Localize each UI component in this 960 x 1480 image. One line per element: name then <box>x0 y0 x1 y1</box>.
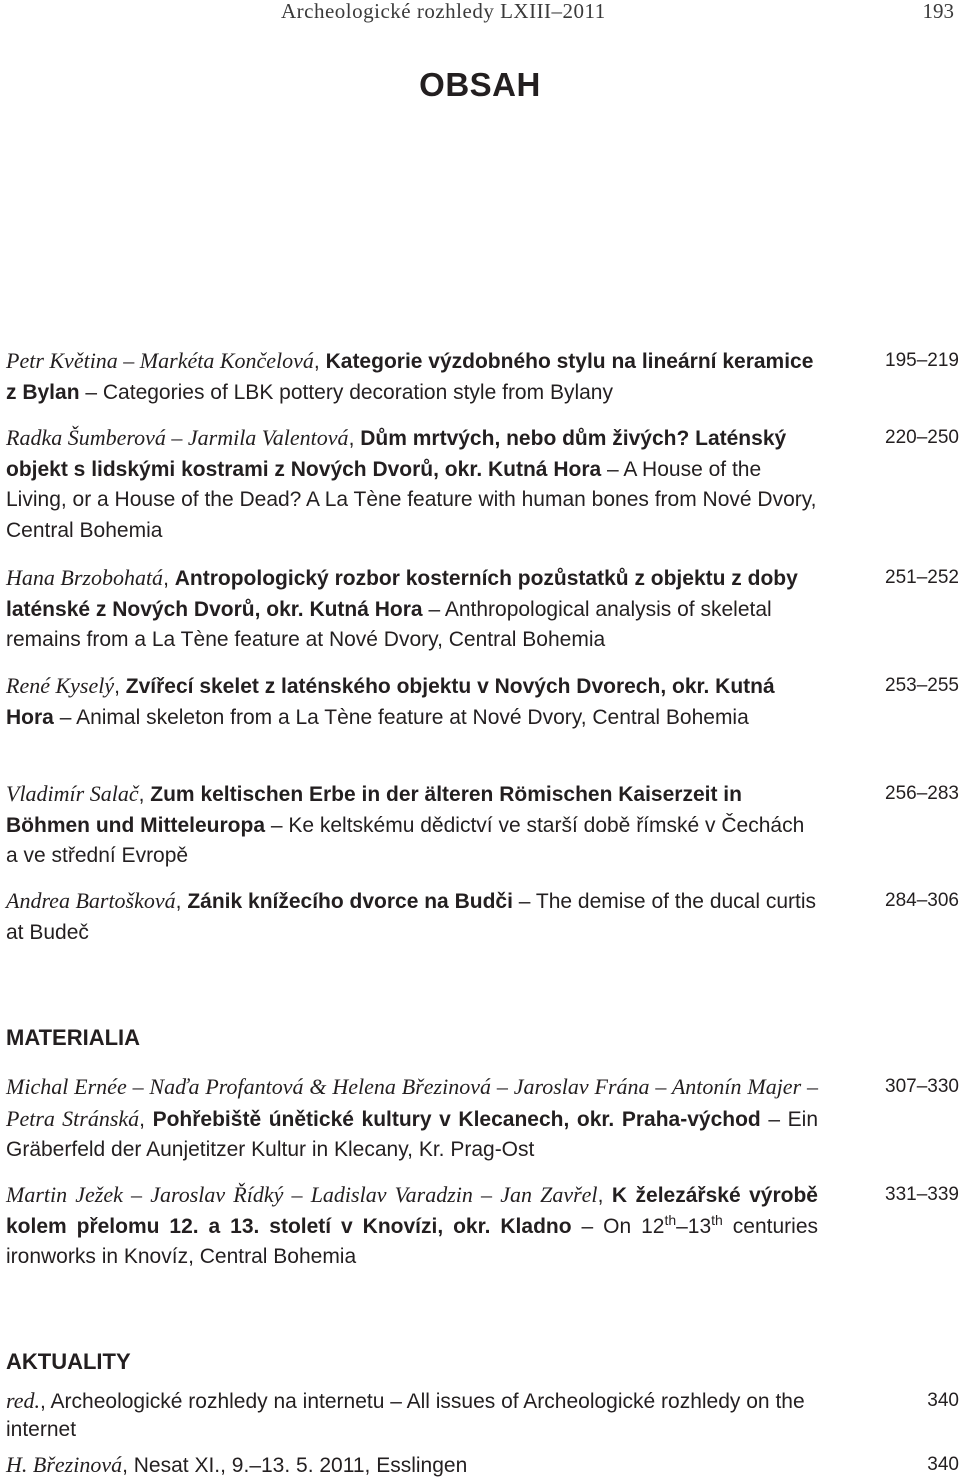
entry-text: Martin Ježek – Jaroslav Řídký – Ladislav Varadzin – Jan Zavřel, K železářské výrobě kolem přelomu 12. a 13. století v Knovízi, okr. Kladno – On 12th–13th centuries ironworks in Knovíz, Central Bohemia <box>6 1182 819 1268</box>
entry-dash: – <box>571 1214 604 1238</box>
entry-author: H. Březinová <box>6 1452 123 1477</box>
entry-pages: 284–306 <box>885 890 959 911</box>
entry-title-cz: Zánik knížecího dvorce na Budči <box>187 890 513 913</box>
entry-title-en-part: –13 <box>676 1214 712 1238</box>
entry-title-cz: Kategorie výzdobného stylu na lineární keramice z Bylan <box>6 350 814 404</box>
entry-title-en: A House of the Living, or a House of the Dead? A La Tène feature with human bones from Nové Dvory, Central Bohemia <box>6 457 817 542</box>
entry-title-cz: Antropologický rozbor kosterních pozůstatků z objektu z doby laténské z Nových Dvorů, okr. Kutná Hora <box>6 567 798 621</box>
toc-entry[interactable] <box>6 423 960 546</box>
entry-title-cz: Zum keltischen Erbe in der älteren Römischen Kaiserzeit in Böhmen und Mitteleuropa <box>6 783 742 837</box>
entry-title-en: Ein Gräberfeld der Aunjetitzer Kultur in Klecany, Kr. Prag-Ost <box>6 1107 818 1161</box>
entry-title-en: Anthropological analysis of skeletal remains from a La Tène feature at Nové Dvory, Central Bohemia <box>6 597 772 651</box>
toc-entry[interactable] <box>6 671 960 733</box>
entry-author: Michal Ernée – Naďa Profantová & Helena Březinová – Jaroslav Frána – Antonín Majer – Petra Stránská <box>6 1074 818 1131</box>
entry-title-en: Ke keltskému dědictví ve starší době římské v Čechách a ve střední Evropě <box>6 813 805 867</box>
entry-pages: 220–250 <box>885 427 959 448</box>
entry-text: Andrea Bartošková, Zánik knížecího dvorce na Budči – The demise of the ducal curtis at Budeč <box>6 888 817 944</box>
toc-entry[interactable] <box>6 1072 960 1166</box>
entry-dash: – <box>422 597 445 621</box>
toc-entry[interactable] <box>6 1451 960 1480</box>
entry-author: Vladimír Salač <box>6 781 139 806</box>
entry-author: Andrea Bartošková <box>6 888 176 913</box>
entry-pages: 253–255 <box>885 675 959 696</box>
entry-pages: 340 <box>927 1454 959 1475</box>
entry-text-body: , Archeologické rozhledy na internetu – All issues of Archeologické rozhledy on the internet <box>6 1390 805 1441</box>
page-title: OBSAH <box>419 66 541 103</box>
entry-author: red. <box>6 1388 41 1413</box>
entry-title-en: The demise of the ducal curtis at Budeč <box>6 890 817 944</box>
entry-author: Radka Šumberová – Jarmila Valentová <box>6 425 349 450</box>
entry-pages: 256–283 <box>885 783 959 804</box>
entry-title-en: Categories of LBK pottery decoration style from Bylany <box>102 380 613 404</box>
entry-title-en-part: On 12 <box>603 1214 665 1238</box>
ordinal-suffix: th <box>711 1211 723 1228</box>
entry-title-en: Animal skeleton from a La Tène feature at Nové Dvory, Central Bohemia <box>76 705 749 729</box>
entry-text: Petr Květina – Markéta Končelová, Kategorie výzdobného stylu na lineární keramice z Bylan – Categories of LBK pottery decoration style from Bylany <box>6 348 814 404</box>
entry-dash: – <box>79 380 103 404</box>
page-number: 193 <box>922 0 954 23</box>
entry-text: Hana Brzobohatá, Antropologický rozbor kosterních pozůstatků z objektu z doby laténské z Nových Dvorů, okr. Kutná Hora – Anthropological analysis of skeletal remains from a La Tène feature at Nové Dvory, Central Bohemia <box>6 565 798 651</box>
toc-entry[interactable] <box>6 779 960 872</box>
page-header <box>0 0 960 26</box>
entry-pages: 195–219 <box>885 350 959 371</box>
toc-entry[interactable] <box>6 1180 960 1273</box>
entry-author: René Kyselý <box>6 673 115 698</box>
entry-dash: – <box>53 705 77 729</box>
toc-entry[interactable] <box>6 346 960 408</box>
entry-title-cz: Pohřebiště únětické kultury v Klecanech, okr. Praha-východ <box>152 1107 761 1131</box>
entry-pages: 331–339 <box>885 1184 959 1205</box>
entry-pages: 307–330 <box>885 1076 959 1097</box>
entry-text <box>6 1451 818 1480</box>
entry-text: Vladimír Salač, Zum keltischen Erbe in der älteren Römischen Kaiserzeit in Böhmen und Mitteleuropa – Ke keltskému dědictví ve starší době římské v Čechách a ve střední Evropě <box>6 781 805 867</box>
entry-title-cz: K železářské výrobě kolem přelomu 12. a 13. století v Knovízi, okr. Kladno <box>6 1184 818 1238</box>
entry-text <box>6 1387 818 1444</box>
toc-entry[interactable] <box>6 1387 960 1444</box>
entry-title-cz: Dům mrtvých, nebo dům živých? Laténský objekt s lidskými kostrami z Nových Dvorů, okr. Kutná Hora <box>6 427 787 481</box>
toc-entry[interactable] <box>6 563 960 656</box>
entry-text: Michal Ernée – Naďa Profantová & Helena Březinová – Jaroslav Frána – Antonín Majer – Petra Stránská, Pohřebiště únětické kultury v Klecanech, okr. Praha-východ – Ein Gräberfeld der Aunjetitzer Kultur in Klecany, Kr. Prag-Ost <box>6 1074 818 1161</box>
entry-title-cz: Zvířecí skelet z laténského objektu v Nových Dvorech, okr. Kutná Hora <box>6 675 775 729</box>
entry-title-en-part: centuries ironworks in Knovíz, Central Bohemia <box>6 1214 819 1268</box>
journal-running-title: Archeologické rozhledy LXIII–2011 <box>281 0 606 23</box>
toc-entry[interactable] <box>6 886 960 948</box>
entry-pages: 340 <box>927 1390 959 1411</box>
entry-author: Petr Květina – Markéta Končelová <box>6 348 314 373</box>
entry-dash: – <box>601 457 624 481</box>
entry-text-body: , Nesat XI., 9.–13. 5. 2011, Esslingen <box>122 1454 468 1477</box>
section-heading-aktuality: AKTUALITY <box>6 1349 131 1374</box>
entry-dash: – <box>512 890 536 913</box>
entry-dash: – <box>760 1107 788 1131</box>
section-heading-materialia: MATERIALIA <box>6 1025 141 1050</box>
ordinal-suffix: th <box>664 1211 677 1228</box>
entry-text: René Kyselý, Zvířecí skelet z laténského objektu v Nových Dvorech, okr. Kutná Hora – Animal skeleton from a La Tène feature at Nové Dvory, Central Bohemia <box>6 673 775 729</box>
entry-text: Radka Šumberová – Jarmila Valentová, Dům mrtvých, nebo dům živých? Laténský objekt s lidskými kostrami z Nových Dvorů, okr. Kutná Hora – A House of the Living, or a House of the Dead? A La Tène feature with human bones from Nové Dvory, Central Bohemia <box>6 425 817 542</box>
entry-author: Hana Brzobohatá <box>6 565 164 590</box>
entry-author: Martin Ježek – Jaroslav Řídký – Ladislav Varadzin – Jan Zavřel <box>6 1182 598 1207</box>
entry-pages: 251–252 <box>885 567 959 588</box>
entry-dash: – <box>265 813 289 837</box>
